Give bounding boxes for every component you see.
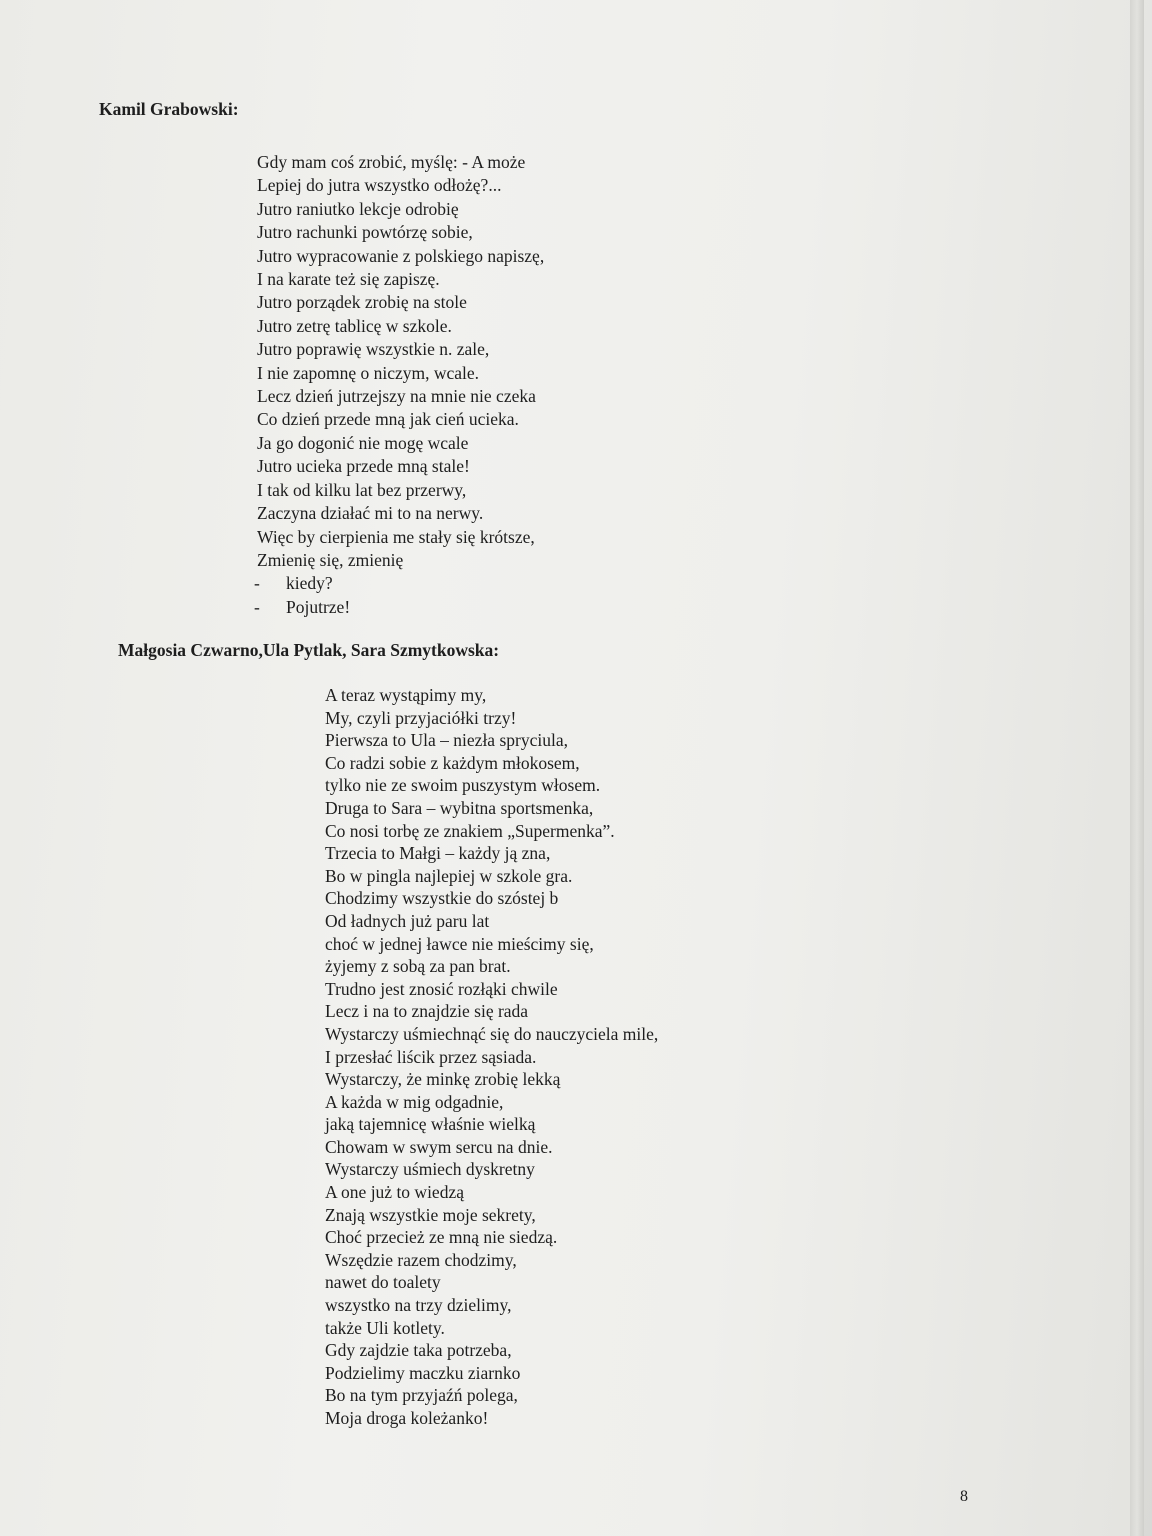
poem-line: Zaczyna działać mi to na nerwy. [257,503,484,524]
poem-friends [325,684,658,1430]
poem-line: A teraz wystąpimy my, [325,685,487,705]
list-dash: - [254,596,260,617]
poem-line: Wystarczy, że minkę zrobię lekką [325,1069,561,1090]
poem-line: kiedy? [286,573,333,594]
poem-line: żyjemy z sobą za pan brat. [325,956,511,977]
page-edge-shadow [1130,0,1144,1536]
poem-line: Trudno jest znosić rozłąki chwile [325,978,558,999]
poem-line: Lecz dzień jutrzejszy na mnie nie czeka [257,386,536,407]
poem-line: I tak od kilku lat bez przerwy, [257,479,467,500]
poem-line: tylko nie ze swoim puszystym włosem. [325,775,601,796]
poem-line: Więc by cierpienia me stały się krótsze, [257,526,535,547]
poem-line: Gdy zajdzie taka potrzeba, [325,1340,512,1361]
poem-line: Wszędzie razem chodzimy, [325,1249,517,1270]
poem-line: Co radzi sobie z każdym młokosem, [325,752,580,773]
poem-line: także Uli kotlety. [325,1317,445,1338]
poem-line: Lecz i na to znajdzie się rada [325,1001,529,1022]
poem-line: Znają wszystkie moje sekrety, [325,1204,536,1225]
poem-line: jaką tajemnicę właśnie wielką [325,1114,536,1135]
section-heading-friends: Małgosia Czwarno,Ula Pytlak, Sara Szmytkowska: [118,640,500,660]
poem-line: Bo w pingla najlepiej w szkole gra. [325,865,573,886]
list-dash: - [254,573,260,594]
poem-line: Druga to Sara – wybitna sportsmenka, [325,797,594,818]
poem-dash-line [254,596,544,619]
poem-line: Gdy mam coś zrobić, myślę: - A może [257,152,526,172]
poem-kamil [254,151,545,619]
poem-line: I na karate też się zapiszę. [257,269,440,290]
poem-line: wszystko na trzy dzielimy, [325,1295,512,1316]
poem-line: nawet do toalety [325,1272,441,1293]
page-number: 8 [960,1488,968,1505]
poem-line: Chowam w swym sercu na dnie. [325,1136,553,1157]
poem-line: Jutro porządek zrobię na stole [257,292,467,313]
poem-line: Trzecia to Małgi – każdy ją zna, [325,843,551,864]
poem-line: Jutro raniutko lekcje odrobię [257,198,459,219]
poem-dash-line [254,572,544,595]
poem-line: Ja go dogonić nie mogę wcale [257,432,469,453]
poem-line: Moja droga koleżanko! [325,1408,489,1428]
poem-line: Bo na tym przyjaźń polega, [325,1385,518,1406]
poem-line: Jutro rachunki powtórzę sobie, [257,222,473,243]
poem-line: I przesłać liścik przez sąsiada. [325,1046,537,1067]
poem-line: choć w jednej ławce nie mieścimy się, [325,933,594,954]
poem-line: Choć przecież ze mną nie siedzą. [325,1227,558,1248]
poem-line: A one już to wiedzą [325,1182,464,1203]
poem-line: Wystarczy uśmiech dyskretny [325,1159,535,1180]
poem-line: A każda w mig odgadnie, [325,1091,504,1112]
poem-line: Podzielimy maczku ziarnko [325,1362,521,1383]
poem-line: Jutro ucieka przede mną stale! [257,456,470,477]
poem-line: Co nosi torbę ze znakiem „Supermenka”. [325,820,615,841]
poem-line: Jutro poprawię wszystkie n. zale, [257,339,490,360]
poem-line: Zmienię się, zmienię [257,549,404,570]
poem-line: Jutro zetrę tablicę w szkole. [257,315,452,336]
poem-line: My, czyli przyjaciółki trzy! [325,707,517,728]
section-heading-kamil: Kamil Grabowski: [99,99,239,119]
poem-line: Od ładnych już paru lat [325,910,490,931]
poem-line: Co dzień przede mną jak cień ucieka. [257,409,519,430]
poem-line: Lepiej do jutra wszystko odłożę?... [257,175,502,196]
poem-line: Chodzimy wszystkie do szóstej b [325,888,559,909]
poem-line: I nie zapomnę o niczym, wcale. [257,362,480,383]
poem-line: Wystarczy uśmiechnąć się do nauczyciela mile, [325,1023,659,1044]
poem-line: Pojutrze! [286,596,351,617]
poem-line: Pierwsza to Ula – niezła spryciula, [325,730,568,751]
poem-line: Jutro wypracowanie z polskiego napiszę, [257,245,545,266]
